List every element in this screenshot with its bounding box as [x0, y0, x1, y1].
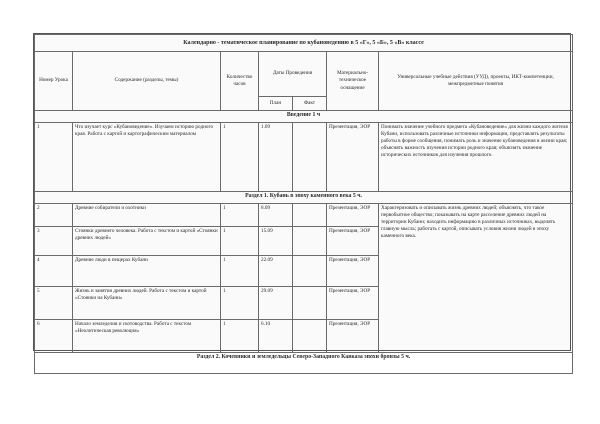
row-plan-date: 29.09	[259, 287, 293, 320]
row-hours: 1	[221, 204, 259, 227]
row-topic: Что изучает курс «Кубановедение». Изучаем историю родного края. Работа с картой и картографическим материалом	[73, 123, 221, 192]
row-resources: Презентация, ЭОР	[327, 123, 379, 192]
row-number: 2	[35, 204, 73, 227]
row-plan-date: 8.09	[259, 204, 293, 227]
row-fact-date	[293, 204, 327, 227]
header-content: Содержание (разделы, темы)	[73, 52, 221, 111]
row-fact-date	[293, 320, 327, 353]
row-topic: Начало земледелия и скотоводства. Работа с текстом «Неолитическая революция»	[73, 320, 221, 353]
row-plan-date: 1.09	[259, 123, 293, 192]
row-plan-date: 22.09	[259, 256, 293, 287]
section-intro: Введение 1 ч	[35, 111, 573, 123]
row-number: 6	[35, 320, 73, 353]
row-topic: Древние собиратели и охотники	[73, 204, 221, 227]
header-number: Номер Урока	[35, 52, 73, 111]
row-resources: Презентация, ЭОР	[327, 227, 379, 256]
row-fact-date	[293, 227, 327, 256]
document-title: Календарно - тематическое планирование по кубановедению в 5 «Г», 5 «Б», 5 «В» классе	[35, 35, 573, 52]
row-topic: Жизнь и занятия древних людей. Работа с текстом и картой «Стоянки на Кубани»	[73, 287, 221, 320]
row-activities: Понимать значение учебного предмета «Кубановедение» для жизни каждого жителя Кубани, использовать различные источники информации, представлять результаты работы в форме сообщения, понимать роль и значение кубановедения в жизни края; объяснять важность изучения истории родного края; объяснять значение исторических источников для изучения прошлого.	[379, 123, 573, 192]
row-number: 5	[35, 287, 73, 320]
header-dates: Даты Проведения	[259, 52, 327, 97]
header-fact: Факт	[293, 97, 327, 111]
row-plan-date: 6.10	[259, 320, 293, 353]
row-hours: 1	[221, 123, 259, 192]
row-fact-date	[293, 123, 327, 192]
header-plan: План	[259, 97, 293, 111]
row-fact-date	[293, 287, 327, 320]
section-1-activities: Характеризовать и описывать жизнь древних людей; объяснять, что такое первобытное общество; показывать на карте расселение древних людей на территории Кубани; находить информацию в различных источниках, выделять главную мысль; работать с картой, описывать условия жизни людей в эпоху каменного века.	[379, 204, 573, 353]
row-number: 4	[35, 256, 73, 287]
row-hours: 1	[221, 320, 259, 353]
row-resources: Презентация, ЭОР	[327, 256, 379, 287]
section-1-title: Раздел 1. Кубань в эпоху каменного века 5 ч.	[35, 192, 573, 204]
row-number: 3	[35, 227, 73, 256]
row-hours: 1	[221, 256, 259, 287]
header-resources: Материально-техническое оснащение	[327, 52, 379, 111]
row-number: 1	[35, 123, 73, 192]
row-resources: Презентация, ЭОР	[327, 320, 379, 353]
row-hours: 1	[221, 227, 259, 256]
row-plan-date: 15.09	[259, 227, 293, 256]
planning-table	[34, 34, 573, 374]
row-topic: Древние люди в пещерах Кубани	[73, 256, 221, 287]
header-activities: Универсальные учебные действия (УУД), проекты, ИКТ-компетенции, межпредметные понятия	[379, 52, 573, 111]
row-topic: Стоянки древнего человека. Работа с текстом и картой «Стоянки древних людей»	[73, 227, 221, 256]
row-fact-date	[293, 256, 327, 287]
row-resources: Презентация, ЭОР	[327, 204, 379, 227]
row-hours: 1	[221, 287, 259, 320]
section-2-title: Раздел 2. Кочевники и земледельцы Северо-Западного Кавказа эпохи бронзы 5 ч.	[35, 353, 573, 374]
document-sheet	[33, 33, 571, 360]
header-hours: Количество часов	[221, 52, 259, 111]
row-resources: Презентация, ЭОР	[327, 287, 379, 320]
